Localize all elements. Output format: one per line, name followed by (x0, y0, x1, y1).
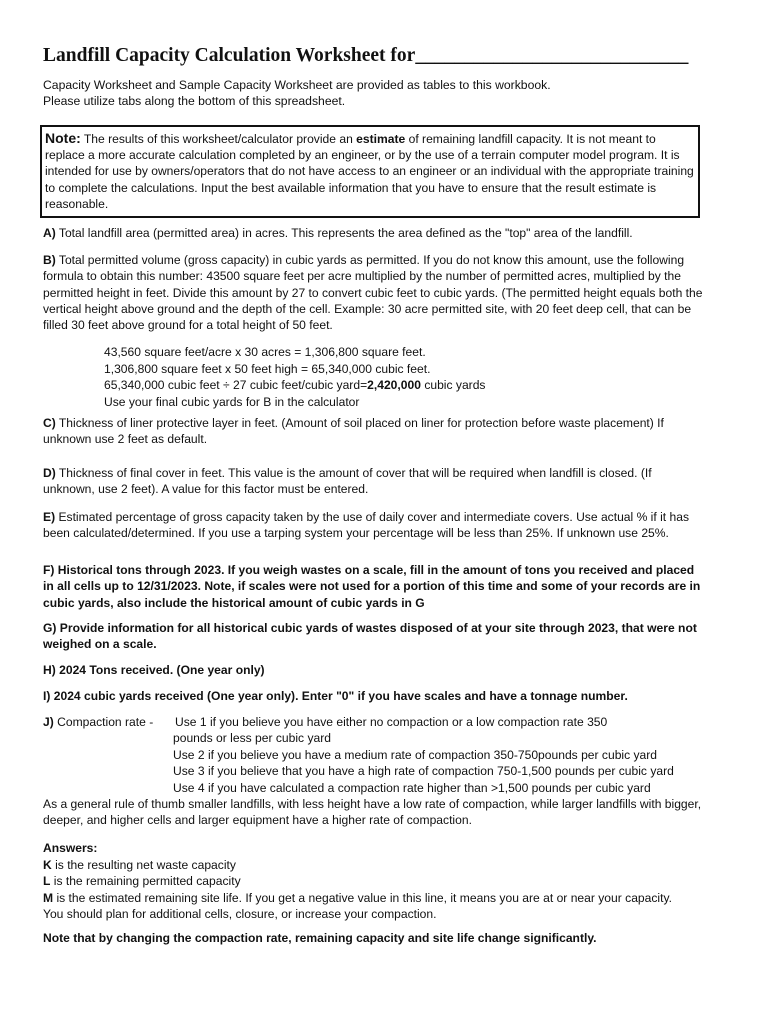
answer-k-text: is the resulting net waste capacity (51, 857, 236, 872)
example-line-2: 1,306,800 square feet x 50 feet high = 65,340,000 cubic feet. (104, 361, 431, 376)
compaction-row-5 (43, 780, 723, 796)
example-line-3-before: 65,340,000 cubic feet ÷ 27 cubic feet/cubic yard= (104, 378, 368, 393)
compaction-row-4 (43, 763, 723, 779)
section-j (43, 714, 723, 829)
compaction-row-2 (43, 730, 723, 746)
section-e (43, 509, 705, 542)
compaction-label (43, 714, 153, 730)
section-g: G) Provide information for all historical cubic yards of wastes disposed of at your site through 2023, that were not weighed on a scale. (43, 621, 697, 652)
section-j-key: J) (43, 715, 54, 729)
answer-l-text: is the remaining permitted capacity (50, 874, 241, 888)
section-c-key: C) (43, 416, 56, 430)
intro-text (43, 78, 733, 109)
answer-k (43, 857, 693, 874)
section-f: F) Historical tons through 2023. If you weigh wastes on a scale, fill in the amount of tons you received and placed in all cells up to 12/31/2023. Note, if scales were not used for a portion of this time and some of your records are in cubic yards, also include the historical amount of cubic yards in G (43, 563, 701, 610)
compaction-row-1 (43, 714, 723, 730)
note-label: Note: (45, 130, 81, 146)
section-a (43, 225, 705, 241)
section-e-key: E) (43, 510, 56, 524)
example-line-4: Use your final cubic yards for B in the calculator (104, 394, 360, 409)
intro-line-1: Capacity Worksheet and Sample Capacity Worksheet are provided as tables to this workbook. (43, 78, 551, 92)
example-line-3 (104, 377, 485, 394)
compaction-use-1: Use 1 if you believe you have either no compaction or a low compaction rate 350 (175, 715, 608, 729)
compaction-use-2: Use 2 if you believe you have a medium rate of compaction 350-750pounds per cubic yard (173, 747, 658, 762)
example-line-1: 43,560 square feet/acre x 30 acres = 1,306,800 square feet. (104, 345, 426, 359)
compaction-use-1-cont: pounds or less per cubic yard (173, 731, 331, 746)
answers-heading: Answers: (43, 841, 98, 855)
compaction-row-3 (43, 747, 723, 763)
section-e-text: Estimated percentage of gross capacity taken by the use of daily cover and intermediate covers. Use actual % if it has been calculated/determined. If you use a tarping system your percentage will be less than 25%. If unknown use 25%. (43, 510, 689, 541)
compaction-use-3: Use 3 if you believe that you have a high rate of compaction 750-1,500 pounds per cubic yard (173, 764, 674, 779)
note-emphasis: estimate (356, 132, 406, 146)
example-line-3-after: cubic yards (420, 378, 486, 393)
section-a-key: A) (43, 226, 56, 240)
answer-k-key: K (43, 857, 52, 872)
compaction-use-4: Use 4 if you have calculated a compaction rate higher than >1,500 pounds per cubic yard (173, 780, 651, 795)
note-text-before: The results of this worksheet/calculator provide an (80, 132, 357, 146)
section-h: H) 2024 Tons received. (One year only) (43, 663, 265, 677)
section-b-text: Total permitted volume (gross capacity) in cubic yards as permitted. If you do not know this amount, use the following formula to obtain this number: 43500 square feet per acre multiplied by the number of permitted acres, multiplied by the permitted height in feet. Divide this amount by 27 to convert cubic feet to cubic yards. (The permitted height equals both the vertical height above ground and the depth of the cell. Example: 30 acre permitted site, with 20 feet deep cell, that can be filled 30 feet above ground for a total height of 50 feet. (43, 253, 703, 333)
section-c-text: Thickness of liner protective layer in feet. (Amount of soil placed on liner for protection before waste placement) If unknown use 2 feet as default. (43, 416, 664, 447)
note-text-after: of remaining landfill capacity. It is not meant to replace a more accurate calculation completed by an engineer, or by the use of a terrain computer model program. It is intended for use by owners/operators that do not have access to an engineer or an individual with the appropriate training to complete the calculations. Input the best available information that you have to ensure that the result estimate is reasonable. (45, 132, 694, 211)
example-result: 2,420,000 (367, 378, 421, 393)
volume-example (104, 344, 485, 410)
section-c (43, 415, 705, 448)
compaction-general-rule: As a general rule of thumb smaller landfills, with less height have a low rate of compaction, while larger landfills with bigger, deeper, and higher cells and larger equipment have a higher rate of compaction. (43, 796, 702, 828)
section-d (43, 465, 705, 498)
section-b-key: B) (43, 253, 56, 267)
answer-m-key: M (43, 890, 54, 905)
section-a-text: Total landfill area (permitted area) in acres. This represents the area defined as the "top" area of the landfill. (55, 226, 633, 240)
section-b (43, 252, 705, 333)
page-title: Landfill Capacity Calculation Worksheet for____________________________ (43, 45, 689, 66)
final-note: Note that by changing the compaction rate, remaining capacity and site life change significantly. (43, 931, 597, 945)
answers (43, 840, 693, 923)
answer-l-key: L (43, 874, 51, 888)
answer-m-text: is the estimated remaining site life. If you get a negative value in this line, it means you are at or near your capacity. You should plan for additional cells, closure, or increase your compaction. (43, 890, 672, 921)
note-box (40, 125, 700, 218)
section-d-key: D) (43, 466, 56, 480)
section-i: I) 2024 cubic yards received (One year only). Enter "0" if you have scales and have a tonnage number. (43, 689, 628, 703)
section-d-text: Thickness of final cover in feet. This value is the amount of cover that will be required when landfill is closed. (If unknown, use 2 feet). A value for this factor must be entered. (43, 466, 652, 497)
section-j-label: Compaction rate - (53, 715, 154, 729)
answer-m (43, 890, 693, 923)
intro-line-2: Please utilize tabs along the bottom of this spreadsheet. (43, 93, 346, 108)
answer-l (43, 873, 693, 890)
